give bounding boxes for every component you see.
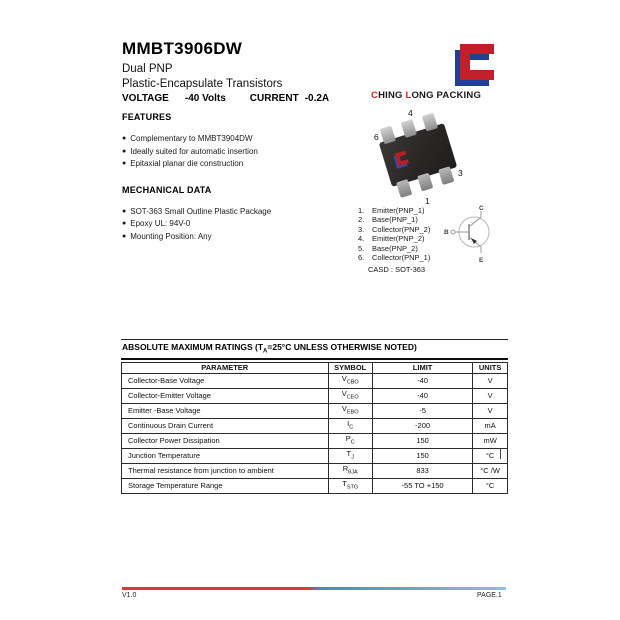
- brand-text: ONG PACKING: [411, 90, 482, 101]
- company-logo-icon: [455, 44, 507, 88]
- cell-limit: 833: [372, 463, 472, 478]
- symbol-sub: CBO: [346, 379, 359, 386]
- pin-row: [358, 253, 430, 262]
- col-header-symbol: SYMBOL: [328, 363, 372, 374]
- cell-parameter: Junction Temperature: [122, 448, 329, 463]
- brand-letter-red: L: [405, 90, 412, 101]
- table-row: [122, 478, 508, 493]
- cell-parameter: Storage Temperature Range: [122, 478, 329, 493]
- pin-index: 3.: [358, 224, 365, 234]
- cell-parameter: Emitter -Base Voltage: [122, 404, 329, 419]
- logo-c-front: [460, 44, 494, 80]
- bullet-icon: ●: [122, 207, 127, 215]
- table-row: [122, 434, 508, 449]
- current-value: -0.2A: [304, 93, 330, 104]
- pin-label: Base(PNP_2): [372, 243, 418, 253]
- symbol-sub: C: [349, 424, 354, 431]
- feature-text: Epitaxial planar die construction: [130, 159, 244, 168]
- features-section: [122, 112, 367, 243]
- cell-units: V: [473, 389, 508, 404]
- symbol-base: V: [341, 404, 347, 414]
- symbol-label-e: E: [479, 257, 484, 264]
- pin-label: Collector(PNP_1): [372, 253, 431, 263]
- footer-divider: [122, 587, 506, 590]
- bullet-icon: ●: [122, 220, 127, 227]
- subtitle-line2: Plastic-Encapsulate Transistors: [122, 78, 283, 90]
- cell-parameter: Collector Power Dissipation: [122, 434, 329, 449]
- symbol-base: R: [342, 463, 349, 473]
- cell-units: °C: [473, 448, 508, 463]
- brand-letter-red: C: [371, 90, 379, 101]
- symbol-sub: CEO: [346, 394, 359, 401]
- symbol-sub: C: [350, 439, 355, 446]
- brand-name: [371, 90, 511, 101]
- bullet-icon: ●: [122, 232, 127, 240]
- package-photo: [368, 108, 478, 208]
- package-lead: [380, 126, 396, 145]
- table-row: [122, 404, 508, 419]
- pin-index: 6.: [358, 253, 365, 263]
- package-lead: [422, 113, 438, 132]
- ratings-heading-sub: A: [263, 348, 268, 355]
- list-item: [122, 146, 367, 159]
- pin-index: 4.: [358, 234, 365, 244]
- table-row: [122, 419, 508, 434]
- bullet-icon: ●: [122, 135, 127, 142]
- cell-limit: -5: [372, 404, 472, 419]
- bullet-icon: ●: [122, 147, 127, 155]
- case-label: CASD : SOT-363: [368, 265, 426, 274]
- pin-number-6: 6: [374, 132, 379, 142]
- cell-parameter: Continuous Drain Current: [122, 419, 329, 434]
- pin-row: [358, 206, 430, 215]
- cell-units: °C: [473, 478, 508, 493]
- feature-text: Complementary to MMBT3904DW: [130, 134, 253, 143]
- mechanical-list: [122, 206, 367, 244]
- cell-parameter: Collector-Base Voltage: [122, 374, 329, 389]
- table-header-row: [122, 363, 508, 374]
- pin-row: [358, 234, 430, 243]
- cell-units: mA: [473, 419, 508, 434]
- mechanical-text: SOT-363 Small Outline Plastic Package: [130, 206, 272, 216]
- cell-limit: -200: [372, 419, 472, 434]
- cell-limit: 150: [372, 448, 472, 463]
- symbol-sub: θJA: [348, 469, 358, 476]
- features-heading: FEATURES: [122, 112, 172, 122]
- cell-symbol: [328, 434, 372, 449]
- title-block: [122, 39, 329, 104]
- pnp-symbol-diagram: [443, 204, 505, 266]
- package-lead: [417, 173, 433, 192]
- symbol-base: V: [341, 374, 347, 384]
- cell-parameter: Collector-Emitter Voltage: [122, 389, 329, 404]
- list-item: [122, 206, 367, 219]
- cell-parameter: Thermal resistance from junction to ambient: [122, 463, 329, 478]
- cell-limit: -40: [372, 374, 472, 389]
- pin-number-4: 4: [408, 108, 413, 118]
- cell-symbol: [328, 478, 372, 493]
- package-logo-icon: [395, 151, 409, 167]
- package-lead: [401, 119, 417, 138]
- ratings-line: [122, 93, 329, 104]
- table-row: [122, 389, 508, 404]
- voltage-value: -40 Volts: [184, 93, 226, 104]
- list-item: [122, 133, 367, 146]
- pin-index: 5.: [358, 243, 365, 253]
- mechanical-text: Epoxy UL: 94V-0: [130, 219, 191, 228]
- pin-label: Emitter(PNP_2): [372, 234, 425, 244]
- cell-symbol: [328, 374, 372, 389]
- mechanical-heading: MECHANICAL DATA: [122, 184, 212, 195]
- mechanical-text: Mounting Position: Any: [130, 231, 212, 241]
- table-row: [122, 374, 508, 389]
- cell-units: V: [473, 374, 508, 389]
- cell-symbol: [328, 448, 372, 463]
- subtitle-line1: Dual PNP: [122, 63, 173, 75]
- package-body: [379, 123, 457, 187]
- list-item: [122, 218, 367, 231]
- cell-symbol: [328, 419, 372, 434]
- cell-limit: -55 TO +150: [372, 478, 472, 493]
- current-label: CURRENT: [249, 93, 299, 104]
- pin-row: [358, 225, 430, 234]
- list-item: [122, 158, 367, 171]
- col-header-units: UNITS: [473, 363, 508, 374]
- symbol-sub: EBO: [346, 409, 359, 416]
- pin-number-1: 1: [425, 196, 430, 206]
- features-list: [122, 133, 367, 171]
- table-row: [122, 448, 508, 463]
- package-lead: [396, 179, 412, 198]
- symbol-base: T: [346, 448, 352, 458]
- bullet-icon: ●: [122, 160, 127, 167]
- ratings-heading-text: =25°C UNLESS OTHERWISE NOTED): [267, 342, 417, 352]
- pin-row: [358, 244, 430, 253]
- pin-number-3: 3: [458, 168, 463, 178]
- ratings-heading: [121, 339, 508, 360]
- symbol-label-b: B: [444, 229, 449, 236]
- text-cursor-artifact: [500, 448, 501, 459]
- cell-symbol: [328, 404, 372, 419]
- pin-index: 2.: [358, 215, 365, 225]
- footer-version: V1.0: [122, 592, 137, 599]
- cell-units: V: [473, 404, 508, 419]
- pin-label: Base(PNP_1): [372, 215, 418, 225]
- cell-symbol: [328, 463, 372, 478]
- symbol-sub: J: [351, 454, 354, 461]
- col-header-parameter: PARAMETER: [122, 363, 329, 374]
- pin-label: Emitter(PNP_1): [372, 206, 425, 215]
- feature-text: Ideally suited for automatic insertion: [130, 146, 258, 156]
- package-lead: [438, 166, 454, 185]
- pin-index: 1.: [358, 206, 365, 215]
- ratings-heading-text: ABSOLUTE MAXIMUM RATINGS (T: [122, 342, 264, 352]
- cell-limit: 150: [372, 434, 472, 449]
- symbol-base: P: [345, 434, 351, 444]
- part-number: MMBT3906DW: [122, 39, 243, 58]
- table-row: [122, 463, 508, 478]
- list-item: [122, 231, 367, 244]
- symbol-base: I: [347, 419, 350, 429]
- cell-units: mW: [473, 434, 508, 449]
- symbol-sub: STG: [346, 484, 359, 491]
- cell-symbol: [328, 389, 372, 404]
- ratings-table: [121, 362, 508, 494]
- pin-row: [358, 215, 430, 224]
- pin-label: Collector(PNP_2): [372, 224, 431, 234]
- voltage-label: VOLTAGE: [122, 93, 169, 104]
- cell-limit: -40: [372, 389, 472, 404]
- brand-text: HING: [378, 90, 406, 101]
- pin-list: [358, 206, 430, 262]
- cell-units: °C /W: [473, 463, 508, 478]
- symbol-base: V: [341, 389, 347, 399]
- symbol-base: T: [342, 478, 347, 488]
- symbol-label-c: C: [479, 205, 484, 212]
- col-header-limit: LIMIT: [372, 363, 472, 374]
- footer-page-number: PAGE.1: [477, 592, 502, 599]
